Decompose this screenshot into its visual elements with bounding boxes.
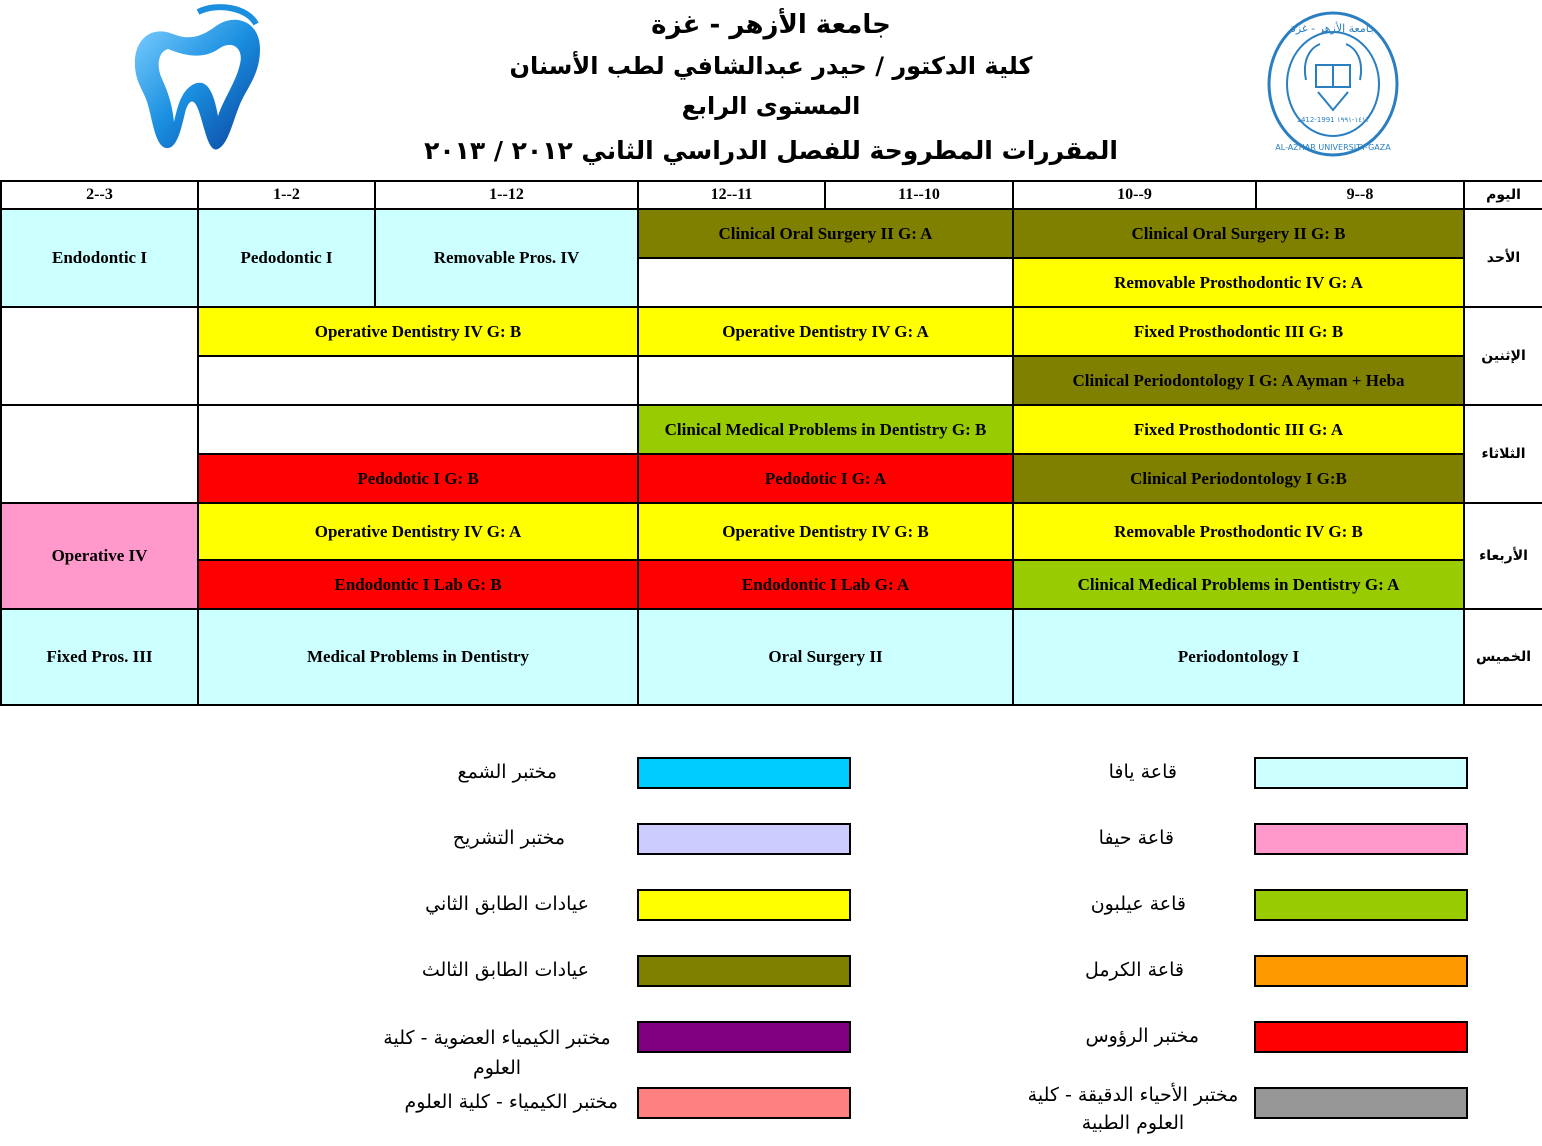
day-thursday: الخميس — [1464, 609, 1542, 705]
legend-swatch — [1254, 823, 1468, 855]
cell-wed-operative-a: Operative Dentistry IV G: A — [198, 503, 638, 560]
table-row — [1, 609, 1542, 705]
university-seal-icon — [1266, 10, 1400, 158]
table-row — [1, 307, 1542, 356]
header-row — [1, 181, 1542, 209]
legend-label: مختبر الأحياء الدقيقة - كلية العلوم الطبية — [1027, 1084, 1239, 1134]
cell-empty — [1, 405, 198, 503]
cell-wed-endo-lab-b: Endodontic I Lab G: B — [198, 560, 638, 609]
legend-swatch — [637, 1021, 851, 1053]
cell-sun-removable-a: Removable Prosthodontic IV G: A — [1013, 258, 1464, 307]
legend-label: قاعة عيلبون — [1090, 893, 1186, 915]
cell-tue-medical-b: Clinical Medical Problems in Dentistry G: B — [638, 405, 1013, 454]
cell-tue-periodontology-b: Clinical Periodontology I G:B — [1013, 454, 1464, 503]
cell-empty — [638, 258, 1013, 307]
cell-wed-operative-b: Operative Dentistry IV G: B — [638, 503, 1013, 560]
cell-sun-removable: Removable Pros. IV — [375, 209, 638, 307]
schedule-table — [0, 180, 1542, 706]
cell-thu-medical: Medical Problems in Dentistry — [198, 609, 638, 705]
cell-thu-periodontology: Periodontology I — [1013, 609, 1464, 705]
col-header-t2: 10--9 — [1013, 181, 1256, 209]
cell-sun-oral-surgery-b: Clinical Oral Surgery II G: B — [1013, 209, 1464, 258]
semester-title: المقررات المطروحة للفصل الدراسي الثاني ٢٠١٢ / ٢٠١٣ — [424, 136, 1118, 165]
cell-sun-pedodontic: Pedodontic I — [198, 209, 375, 307]
cell-sun-endodontic: Endodontic I — [1, 209, 198, 307]
day-sunday: الأحد — [1464, 209, 1542, 307]
legend-label: مختبر التشريح — [452, 827, 565, 849]
cell-wed-medical-a: Clinical Medical Problems in Dentistry G: A — [1013, 560, 1464, 609]
cell-sun-oral-surgery-a: Clinical Oral Surgery II G: A — [638, 209, 1013, 258]
col-header-day: اليوم — [1464, 181, 1542, 209]
level-title: المستوى الرابع — [681, 92, 861, 120]
col-header-t6: 1--2 — [198, 181, 375, 209]
legend-swatch — [1254, 889, 1468, 921]
legend-swatch — [1254, 757, 1468, 789]
table-row — [1, 356, 1542, 405]
cell-tue-pedodotic-b: Pedodotic I G: B — [198, 454, 638, 503]
cell-mon-periodontology-a: Clinical Periodontology I G: A Ayman + Heba — [1013, 356, 1464, 405]
col-header-t4: 12--11 — [638, 181, 825, 209]
legend-swatch — [637, 955, 851, 987]
table-row — [1, 405, 1542, 454]
cell-mon-fixed-b: Fixed Prosthodontic III G: B — [1013, 307, 1464, 356]
legend-swatch — [1254, 955, 1468, 987]
legend-swatch — [637, 889, 851, 921]
table-row — [1, 560, 1542, 609]
cell-wed-endo-lab-a: Endodontic I Lab G: A — [638, 560, 1013, 609]
legend-swatch — [637, 823, 851, 855]
col-header-t1: 9--8 — [1256, 181, 1464, 209]
cell-empty — [198, 405, 638, 454]
day-tuesday: الثلاثاء — [1464, 405, 1542, 503]
cell-empty — [638, 356, 1013, 405]
legend-swatch — [637, 757, 851, 789]
cell-thu-fixed: Fixed Pros. III — [1, 609, 198, 705]
table-row — [1, 454, 1542, 503]
legend-label: مختبر الشمع — [457, 761, 557, 783]
legend-swatch — [1254, 1087, 1468, 1119]
legend-swatch — [637, 1087, 851, 1119]
cell-wed-operative: Operative IV — [1, 503, 198, 609]
cell-tue-pedodotic-a: Pedodotic I G: A — [638, 454, 1013, 503]
col-header-t7: 2--3 — [1, 181, 198, 209]
cell-empty — [1, 307, 198, 405]
day-wednesday: الأربعاء — [1464, 503, 1542, 609]
seal-bottom-text: AL-AZHAR UNIVERSITY-GAZA — [1275, 143, 1391, 152]
legend-label: عيادات الطابق الثالث — [421, 959, 589, 981]
tooth-logo-icon — [128, 4, 268, 154]
university-title: جامعة الأزهر - غزة — [651, 10, 891, 40]
cell-thu-oral-surgery: Oral Surgery II — [638, 609, 1013, 705]
legend-label: عيادات الطابق الثاني — [425, 893, 589, 915]
faculty-title: كلية الدكتور / حيدر عبدالشافي لطب الأسنان — [509, 52, 1033, 80]
cell-tue-fixed-a: Fixed Prosthodontic III G: A — [1013, 405, 1464, 454]
cell-mon-operative-b: Operative Dentistry IV G: B — [198, 307, 638, 356]
legend-swatch — [1254, 1021, 1468, 1053]
seal-top-text: جامعة الأزهر - غزة — [1290, 22, 1376, 35]
cell-empty — [198, 356, 638, 405]
col-header-t5: 1--12 — [375, 181, 638, 209]
legend-label: قاعة حيفا — [1098, 827, 1174, 849]
cell-mon-operative-a: Operative Dentistry IV G: A — [638, 307, 1013, 356]
legend-label: قاعة الكرمل — [1084, 959, 1184, 981]
legend-label: مختبر الرؤوس — [1085, 1025, 1199, 1047]
table-row — [1, 209, 1542, 258]
table-row — [1, 503, 1542, 560]
col-header-t3: 11--10 — [825, 181, 1013, 209]
legend-label: مختبر الكيمياء - كلية العلوم — [404, 1091, 618, 1113]
seal-years-text: 1412-1991 ١٤١٢-١٩٩١ — [1296, 116, 1370, 124]
legend-label: مختبر الكيمياء العضوية - كلية العلوم — [383, 1027, 611, 1079]
day-monday: الإثنين — [1464, 307, 1542, 405]
cell-wed-removable-b: Removable Prosthodontic IV G: B — [1013, 503, 1464, 560]
legend-label: قاعة يافا — [1108, 761, 1177, 783]
